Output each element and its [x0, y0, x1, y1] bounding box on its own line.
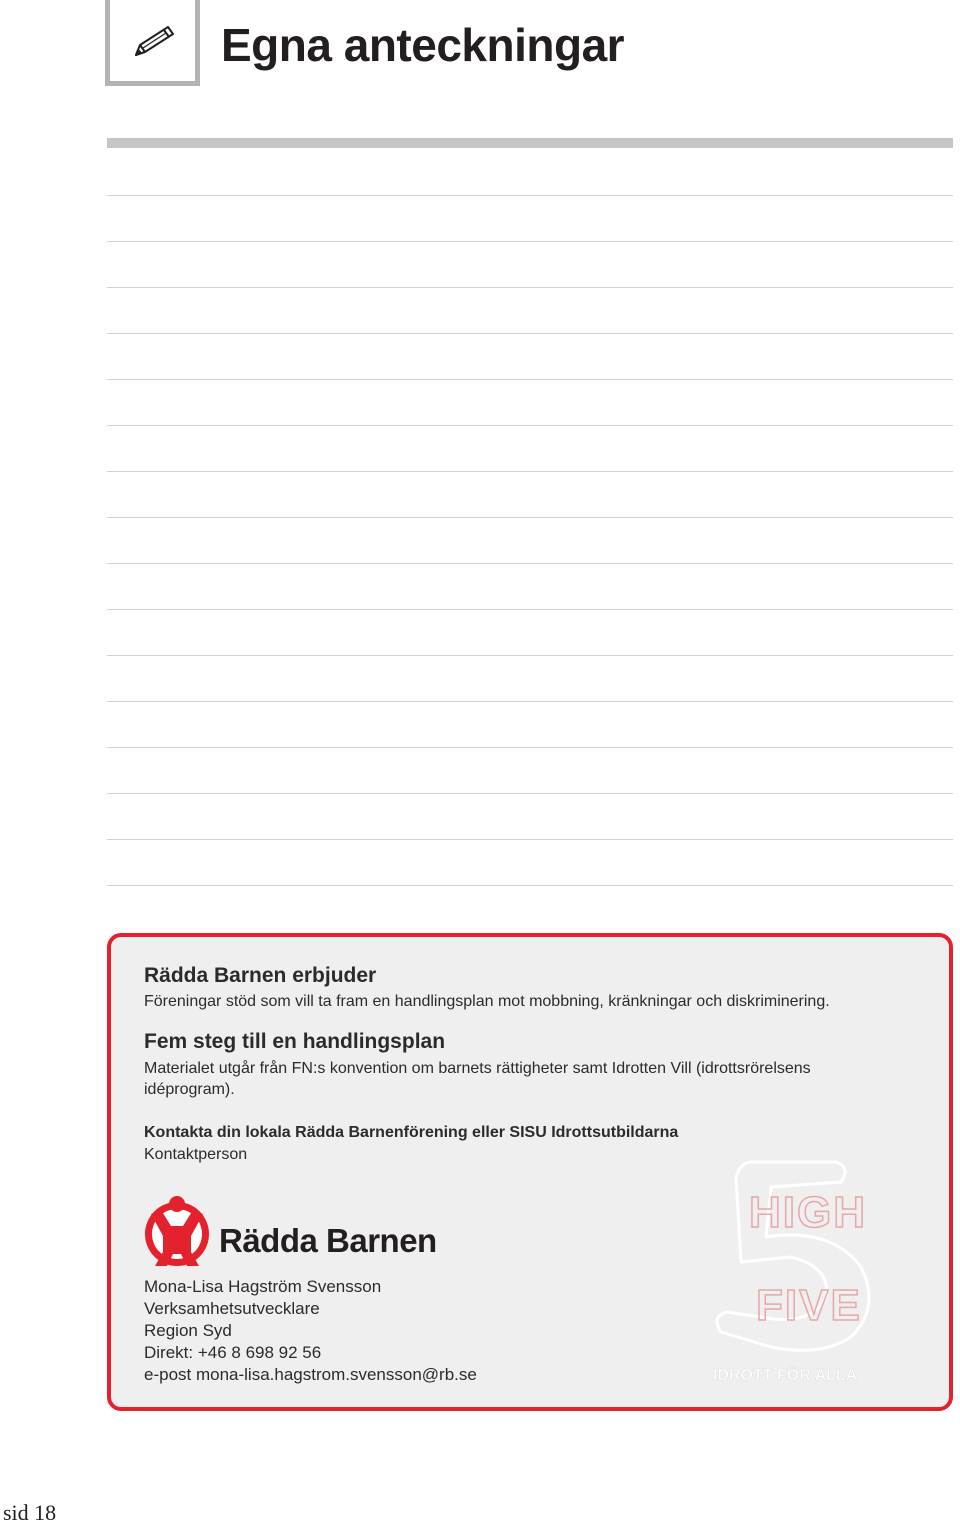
note-line	[107, 793, 953, 794]
contact-region: Region Syd	[144, 1321, 232, 1340]
pencil-icon-box	[105, 0, 200, 86]
note-line	[107, 609, 953, 610]
note-line	[107, 379, 953, 380]
note-line	[107, 655, 953, 656]
notes-top-bar	[107, 138, 953, 148]
offer-text: Föreningar stöd som vill ta fram en handlingsplan mot mobbning, kränkningar och diskriminering.	[144, 993, 830, 1010]
contact-email: e-post mona-lisa.hagstrom.svensson@rb.se	[144, 1365, 477, 1384]
high-five-middle-text: FIVE	[756, 1281, 862, 1330]
contact-name: Mona-Lisa Hagström Svensson	[144, 1277, 382, 1296]
contact-phone: Direkt: +46 8 698 92 56	[144, 1343, 322, 1362]
note-line	[107, 333, 953, 334]
steps-text: Materialet utgår från FN:s konvention om barnets rättigheter samt Idrotten Vill (idrottsrörelsens idéprogram).	[144, 1060, 811, 1098]
note-line	[107, 839, 953, 840]
note-line	[107, 425, 953, 426]
radda-barnen-logo	[141, 1192, 461, 1272]
radda-barnen-figure-icon	[141, 1192, 217, 1272]
note-line	[107, 563, 953, 564]
contact-role: Verksamhetsutvecklare	[144, 1299, 320, 1318]
note-line	[107, 701, 953, 702]
note-line	[107, 747, 953, 748]
logo-wordmark: Rädda Barnen	[219, 1222, 437, 1259]
note-line	[107, 287, 953, 288]
steps-heading: Fem steg till en handlingsplan	[144, 1030, 446, 1053]
contact-heading: Kontakta din lokala Rädda Barnenförening eller SISU Idrottsutbildarna	[144, 1124, 679, 1141]
note-line	[107, 885, 953, 886]
high-five-top-text: HIGH	[749, 1188, 867, 1237]
offer-heading: Rädda Barnen erbjuder	[144, 964, 377, 987]
contact-label: Kontaktperson	[144, 1146, 248, 1163]
pencil-icon	[128, 21, 178, 61]
page-number: sid 18	[3, 1500, 57, 1525]
note-line	[107, 471, 953, 472]
note-line	[107, 517, 953, 518]
note-line	[107, 195, 953, 196]
high-five-logo	[711, 1157, 881, 1392]
note-line	[107, 241, 953, 242]
info-box	[107, 933, 953, 1411]
high-five-bottom-text: IDROTT FÖR ALLA	[713, 1367, 858, 1384]
page-title: Egna anteckningar	[221, 19, 625, 71]
